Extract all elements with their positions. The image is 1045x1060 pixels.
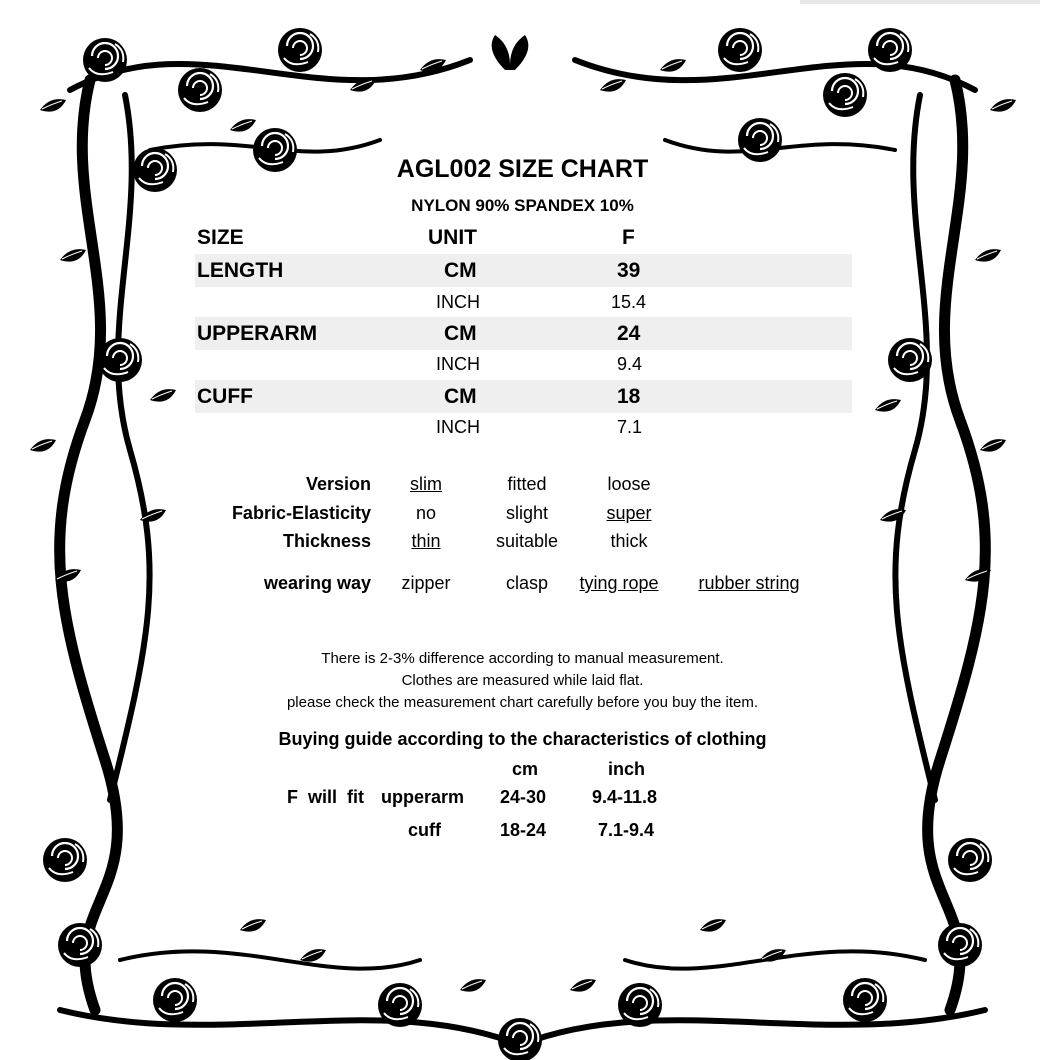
unit-inch: INCH (436, 354, 480, 374)
option-zipper: zipper (401, 573, 451, 593)
unit-inch: INCH (436, 292, 480, 312)
guide-part-upperarm: upperarm (381, 787, 465, 807)
unit-cm: CM (444, 259, 477, 282)
attr-label-wearing-way: wearing way (263, 573, 371, 593)
value-inch: 15.4 (611, 292, 647, 312)
header-unit: UNIT (428, 226, 477, 249)
option-clasp: clasp (505, 573, 549, 593)
unit-inch: INCH (436, 417, 480, 437)
header-size-f: F (622, 226, 635, 249)
option-tying-rope: tying rope (579, 573, 659, 593)
value-cm: 24 (617, 322, 641, 345)
row-band (195, 380, 852, 413)
row-label-upperarm: UPPERARM (197, 322, 318, 345)
row-band (195, 254, 852, 287)
guide-part-cuff: cuff (408, 820, 441, 840)
option-thin: thin (411, 531, 441, 551)
option-rubber-string: rubber string (698, 573, 800, 593)
attr-label-thickness: Thickness (282, 531, 371, 551)
note-line: There is 2-3% difference according to manual measurement. (321, 650, 724, 667)
attr-label-version: Version (305, 474, 371, 494)
guide-inch-upperarm: 9.4-11.8 (592, 787, 658, 807)
attr-label-elasticity: Fabric-Elasticity (231, 503, 371, 523)
guide-inch-cuff: 7.1-9.4 (598, 820, 655, 840)
guide-cm-upperarm: 24-30 (500, 787, 547, 807)
guide-cm-cuff: 18-24 (500, 820, 547, 840)
option-thick: thick (610, 531, 648, 551)
row-label-length: LENGTH (197, 259, 284, 282)
guide-col-cm: cm (512, 759, 539, 779)
option-loose: loose (607, 474, 651, 494)
option-super: super (606, 503, 652, 523)
page-title: AGL002 SIZE CHART (396, 155, 649, 183)
option-fitted: fitted (507, 474, 547, 494)
material-composition: NYLON 90% SPANDEX 10% (411, 196, 634, 215)
option-slim: slim (410, 474, 442, 494)
row-label-cuff: CUFF (197, 385, 253, 408)
unit-cm: CM (444, 385, 477, 408)
note-line: Clothes are measured while laid flat. (401, 672, 644, 689)
value-inch: 7.1 (617, 417, 643, 437)
value-cm: 18 (617, 385, 641, 408)
option-slight: slight (505, 503, 549, 523)
guide-prefix: F will fit (287, 787, 364, 807)
value-cm: 39 (617, 259, 641, 282)
value-inch: 9.4 (617, 354, 643, 374)
option-suitable: suitable (495, 531, 559, 551)
unit-cm: CM (444, 322, 477, 345)
note-line: please check the measurement chart carefully before you buy the item. (286, 694, 759, 711)
guide-col-inch: inch (608, 759, 646, 779)
option-no: no (415, 503, 437, 523)
buying-guide-title: Buying guide according to the characteristics of clothing (278, 729, 767, 749)
header-size: SIZE (197, 226, 244, 249)
